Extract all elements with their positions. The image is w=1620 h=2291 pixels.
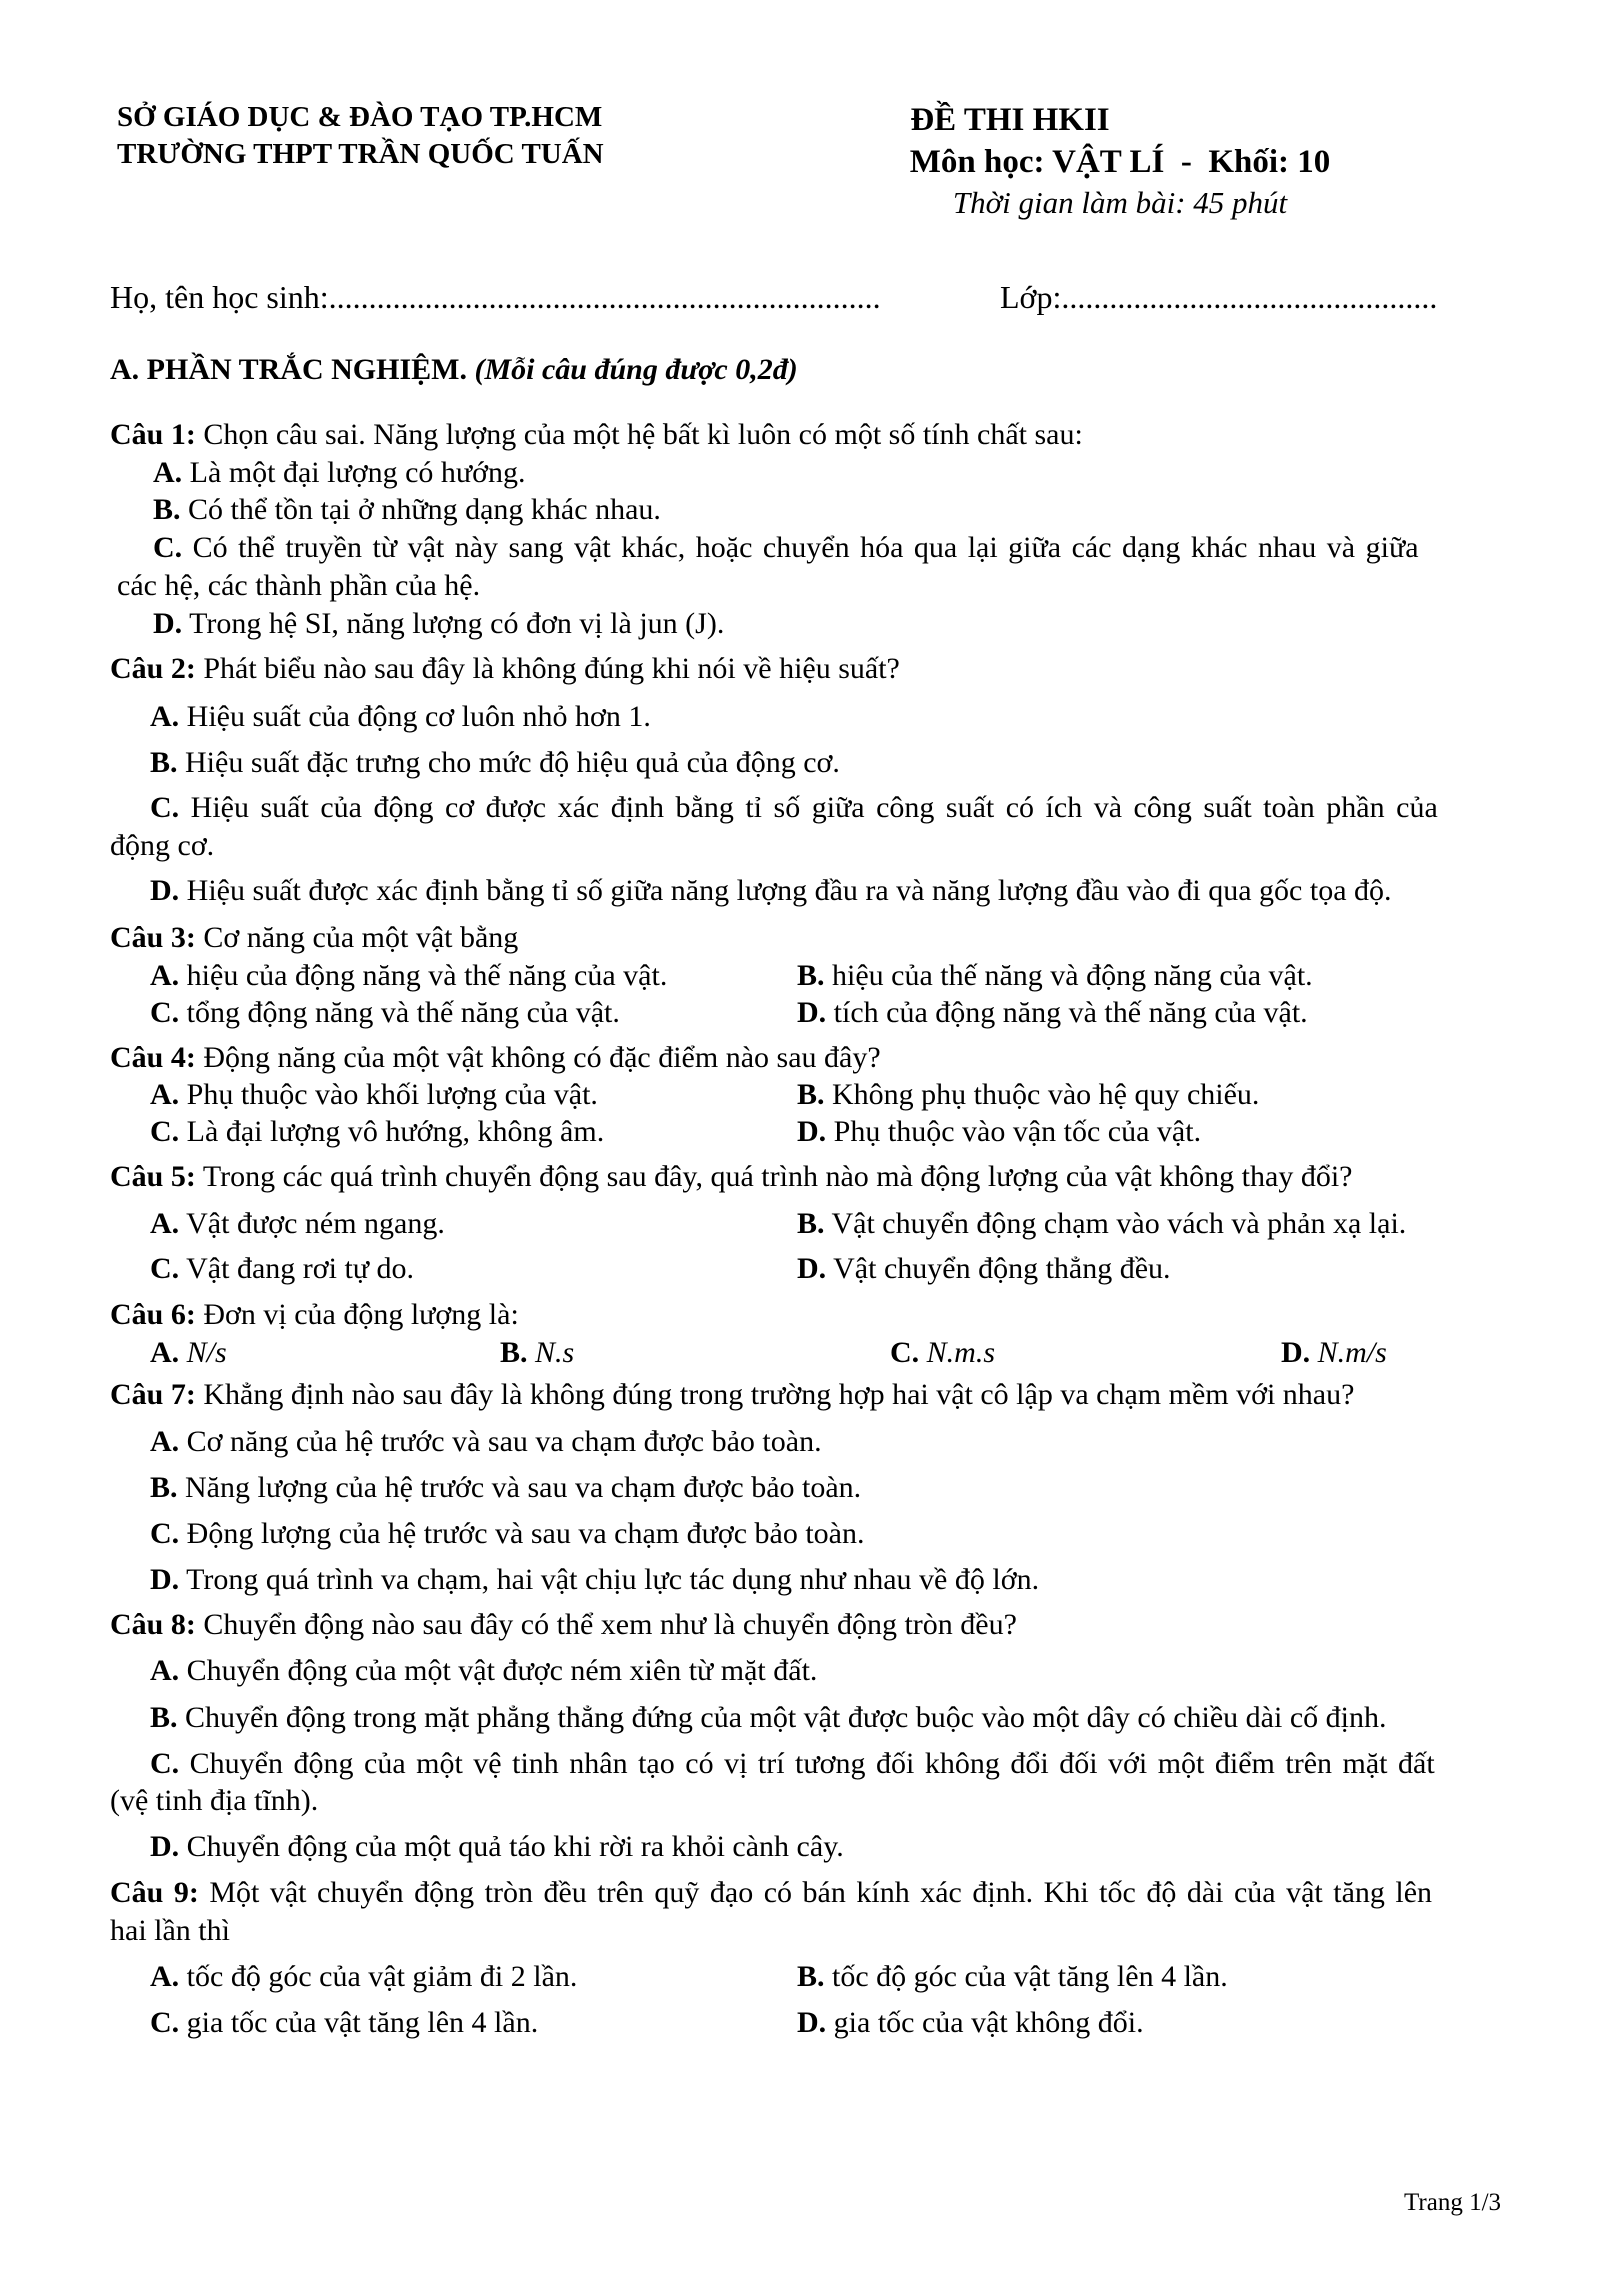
question-text: Chuyển động nào sau đây có thể xem như là chuyển động tròn đều? — [203, 1608, 1017, 1641]
q5-option-d — [797, 1254, 1171, 1284]
q2-option-c-cont: động cơ. — [110, 829, 215, 862]
q5-option-a — [150, 1209, 445, 1239]
q4-option-a — [150, 1080, 598, 1110]
option-text: gia tốc của vật tăng lên 4 lần. — [186, 2006, 539, 2039]
q8-option-d — [150, 1832, 844, 1862]
q2-option-d — [150, 876, 1392, 906]
option-text: Phụ thuộc vào vận tốc của vật. — [833, 1115, 1202, 1148]
option-letter: C. — [150, 2006, 180, 2039]
q2-option-b — [150, 748, 840, 778]
option-letter: D. — [797, 1115, 827, 1148]
option-text: N.m/s — [1317, 1336, 1387, 1369]
q6-option-d — [1281, 1338, 1387, 1368]
option-letter: B. — [797, 1207, 825, 1240]
option-letter: D. — [153, 607, 183, 640]
q3-option-a — [150, 961, 667, 991]
q7-option-a — [150, 1427, 822, 1457]
option-letter: A. — [150, 1425, 180, 1458]
q1-option-c — [153, 533, 1419, 563]
question-text: Động năng của một vật không có đặc điểm nào sau đây? — [203, 1041, 881, 1074]
section-note: (Mỗi câu đúng được 0,2đ) — [474, 353, 798, 386]
option-text: hiệu của động năng và thế năng của vật. — [186, 959, 668, 992]
q3-option-b — [797, 961, 1313, 991]
option-letter: A. — [150, 700, 180, 733]
option-text: hiệu của thế năng và động năng của vật. — [832, 959, 1313, 992]
question-9-cont: hai lần thì — [110, 1914, 230, 1947]
q6-option-c — [890, 1338, 995, 1368]
q3-option-c — [150, 998, 620, 1028]
option-text: Là đại lượng vô hướng, không âm. — [186, 1115, 605, 1148]
option-text: Hiệu suất của động cơ được xác định bằng tỉ số giữa công suất có ích và công suất toàn phần của — [190, 791, 1438, 824]
option-text: Vật được ném ngang. — [186, 1207, 445, 1240]
option-text: Chuyển động của một vệ tinh nhân tạo có vị trí tương đối không đổi đối với một điểm trên mặt đất — [189, 1747, 1435, 1780]
option-letter: A. — [150, 1336, 180, 1369]
q9-option-d — [797, 2008, 1144, 2038]
option-text: N/s — [186, 1336, 227, 1369]
option-letter: C. — [150, 1517, 180, 1550]
q1-option-b — [153, 495, 661, 525]
question-1 — [110, 420, 1083, 450]
department-name: SỞ GIÁO DỤC & ĐÀO TẠO TP.HCM — [117, 101, 603, 133]
option-text: Chuyển động của một vật được ném xiên từ mặt đất. — [186, 1654, 818, 1687]
q8-option-c — [150, 1749, 1435, 1779]
question-text: Khẳng định nào sau đây là không đúng trong trường hợp hai vật cô lập va chạm mềm với nhau? — [203, 1378, 1355, 1411]
question-4 — [110, 1043, 881, 1073]
option-letter: B. — [797, 959, 825, 992]
subject-line: Môn học: VẬT LÍ - Khối: 10 — [909, 144, 1331, 180]
option-text: Chuyển động của một quả táo khi rời ra khỏi cành cây. — [186, 1830, 844, 1863]
question-label: Câu 9: — [110, 1876, 199, 1909]
option-letter: C. — [150, 1747, 180, 1780]
option-letter: D. — [797, 996, 827, 1029]
question-7 — [110, 1380, 1354, 1410]
q5-option-b — [797, 1209, 1406, 1239]
q6-option-a — [150, 1338, 227, 1368]
option-letter: B. — [797, 1078, 825, 1111]
q7-option-d — [150, 1565, 1039, 1595]
option-text: tốc độ góc của vật giảm đi 2 lần. — [186, 1960, 578, 1993]
question-text: Trong các quá trình chuyển động sau đây, quá trình nào mà động lượng của vật không thay đổi? — [202, 1160, 1353, 1193]
option-letter: A. — [150, 959, 180, 992]
option-letter: D. — [1281, 1336, 1311, 1369]
question-label: Câu 1: — [110, 418, 196, 451]
option-text: tích của động năng và thế năng của vật. — [833, 996, 1308, 1029]
q2-option-a — [150, 702, 651, 732]
question-2 — [110, 654, 900, 684]
option-text: N.m.s — [926, 1336, 996, 1369]
option-text: Năng lượng của hệ trước và sau va chạm được bảo toàn. — [185, 1471, 862, 1504]
question-5 — [110, 1162, 1352, 1192]
option-text: Là một đại lượng có hướng. — [189, 456, 526, 489]
q7-option-b — [150, 1473, 861, 1503]
q8-option-a — [150, 1656, 817, 1686]
option-text: Trong hệ SI, năng lượng có đơn vị là jun (J). — [189, 607, 725, 640]
option-letter: C. — [153, 531, 183, 564]
q6-option-b — [500, 1338, 574, 1368]
option-letter: B. — [500, 1336, 528, 1369]
question-label: Câu 8: — [110, 1608, 196, 1641]
question-text: Cơ năng của một vật bằng — [203, 921, 519, 954]
q2-option-c — [150, 793, 1438, 823]
q3-option-d — [797, 998, 1308, 1028]
section-title-line — [110, 355, 798, 385]
question-8 — [110, 1610, 1017, 1640]
option-text: Vật đang rơi tự do. — [186, 1252, 415, 1285]
question-label: Câu 4: — [110, 1041, 196, 1074]
exam-title: ĐỀ THI HKII — [910, 102, 1110, 138]
option-letter: C. — [150, 1252, 180, 1285]
q1-option-c-cont: các hệ, các thành phần của hệ. — [117, 569, 481, 602]
option-letter: B. — [150, 1701, 178, 1734]
option-letter: C. — [890, 1336, 920, 1369]
option-letter: C. — [150, 1115, 180, 1148]
option-letter: A. — [150, 1207, 180, 1240]
q4-option-b — [797, 1080, 1259, 1110]
q8-option-b — [150, 1703, 1386, 1733]
option-text: Động lượng của hệ trước và sau va chạm được bảo toàn. — [186, 1517, 865, 1550]
option-text: Trong quá trình va chạm, hai vật chịu lực tác dụng như nhau về độ lớn. — [186, 1563, 1040, 1596]
school-name: TRƯỜNG THPT TRẦN QUỐC TUẤN — [117, 138, 604, 170]
question-label: Câu 3: — [110, 921, 196, 954]
question-text: Chọn câu sai. Năng lượng của một hệ bất kì luôn có một số tính chất sau: — [203, 418, 1083, 451]
option-letter: D. — [797, 1252, 827, 1285]
option-text: Vật chuyển động thẳng đều. — [833, 1252, 1171, 1285]
time-line: Thời gian làm bài: 45 phút — [952, 185, 1288, 220]
question-3 — [110, 923, 518, 953]
q9-option-c — [150, 2008, 538, 2038]
option-text: Phụ thuộc vào khối lượng của vật. — [186, 1078, 598, 1111]
option-letter: D. — [150, 1830, 180, 1863]
option-text: Hiệu suất của động cơ luôn nhỏ hơn 1. — [186, 700, 651, 733]
question-label: Câu 7: — [110, 1378, 196, 1411]
option-text: Có thể truyền từ vật này sang vật khác, hoặc chuyển hóa qua lại giữa các dạng khác nhau và giữa — [192, 531, 1419, 564]
question-label: Câu 5: — [110, 1160, 196, 1193]
option-letter: A. — [150, 1654, 180, 1687]
option-letter: A. — [150, 1078, 180, 1111]
q4-option-c — [150, 1117, 604, 1147]
option-text: Vật chuyển động chạm vào vách và phản xạ lại. — [831, 1207, 1407, 1240]
option-letter: B. — [153, 493, 181, 526]
option-text: Có thể tồn tại ở những dạng khác nhau. — [188, 493, 661, 526]
question-text: Đơn vị của động lượng là: — [203, 1298, 519, 1331]
student-name-field: Họ, tên học sinh:..................................................................... — [110, 279, 881, 315]
q1-option-d — [153, 609, 724, 639]
option-text: Hiệu suất đặc trưng cho mức độ hiệu quả của động cơ. — [185, 746, 840, 779]
option-letter: C. — [150, 791, 180, 824]
q9-option-a — [150, 1962, 577, 1992]
class-field: Lớp:............................................... — [1000, 279, 1438, 315]
section-title: A. PHẦN TRẮC NGHIỆM. — [110, 353, 467, 386]
option-text: Chuyển động trong mặt phẳng thẳng đứng của một vật được buộc vào một dây có chiều dài cố định. — [185, 1701, 1387, 1734]
q7-option-c — [150, 1519, 865, 1549]
option-letter: D. — [150, 874, 180, 907]
option-letter: B. — [150, 1471, 178, 1504]
question-label: Câu 2: — [110, 652, 196, 685]
question-text: Phát biểu nào sau đây là không đúng khi nói về hiệu suất? — [203, 652, 900, 685]
question-text: Một vật chuyển động tròn đều trên quỹ đạo có bán kính xác định. Khi tốc độ dài của vật tăng lên — [209, 1876, 1433, 1909]
option-text: gia tốc của vật không đổi. — [833, 2006, 1144, 2039]
option-letter: B. — [797, 1960, 825, 1993]
option-letter: A. — [153, 456, 183, 489]
page-number: Trang 1/3 — [1404, 2189, 1502, 2216]
option-text: Hiệu suất được xác định bằng tỉ số giữa năng lượng đầu ra và năng lượng đầu vào đi qua gốc tọa độ. — [186, 874, 1392, 907]
q9-option-b — [797, 1962, 1228, 1992]
question-6 — [110, 1300, 519, 1330]
q5-option-c — [150, 1254, 414, 1284]
q4-option-d — [797, 1117, 1201, 1147]
option-letter: D. — [797, 2006, 827, 2039]
question-9 — [110, 1878, 1432, 1908]
option-letter: A. — [150, 1960, 180, 1993]
option-letter: C. — [150, 996, 180, 1029]
option-text: Không phụ thuộc vào hệ quy chiếu. — [832, 1078, 1260, 1111]
option-letter: D. — [150, 1563, 180, 1596]
q1-option-a — [153, 458, 526, 488]
question-label: Câu 6: — [110, 1298, 196, 1331]
option-text: N.s — [535, 1336, 575, 1369]
option-letter: B. — [150, 746, 178, 779]
q8-option-c-cont: (vệ tinh địa tĩnh). — [110, 1784, 319, 1817]
option-text: tổng động năng và thế năng của vật. — [186, 996, 620, 1029]
option-text: tốc độ góc của vật tăng lên 4 lần. — [832, 1960, 1228, 1993]
option-text: Cơ năng của hệ trước và sau va chạm được bảo toàn. — [186, 1425, 822, 1458]
